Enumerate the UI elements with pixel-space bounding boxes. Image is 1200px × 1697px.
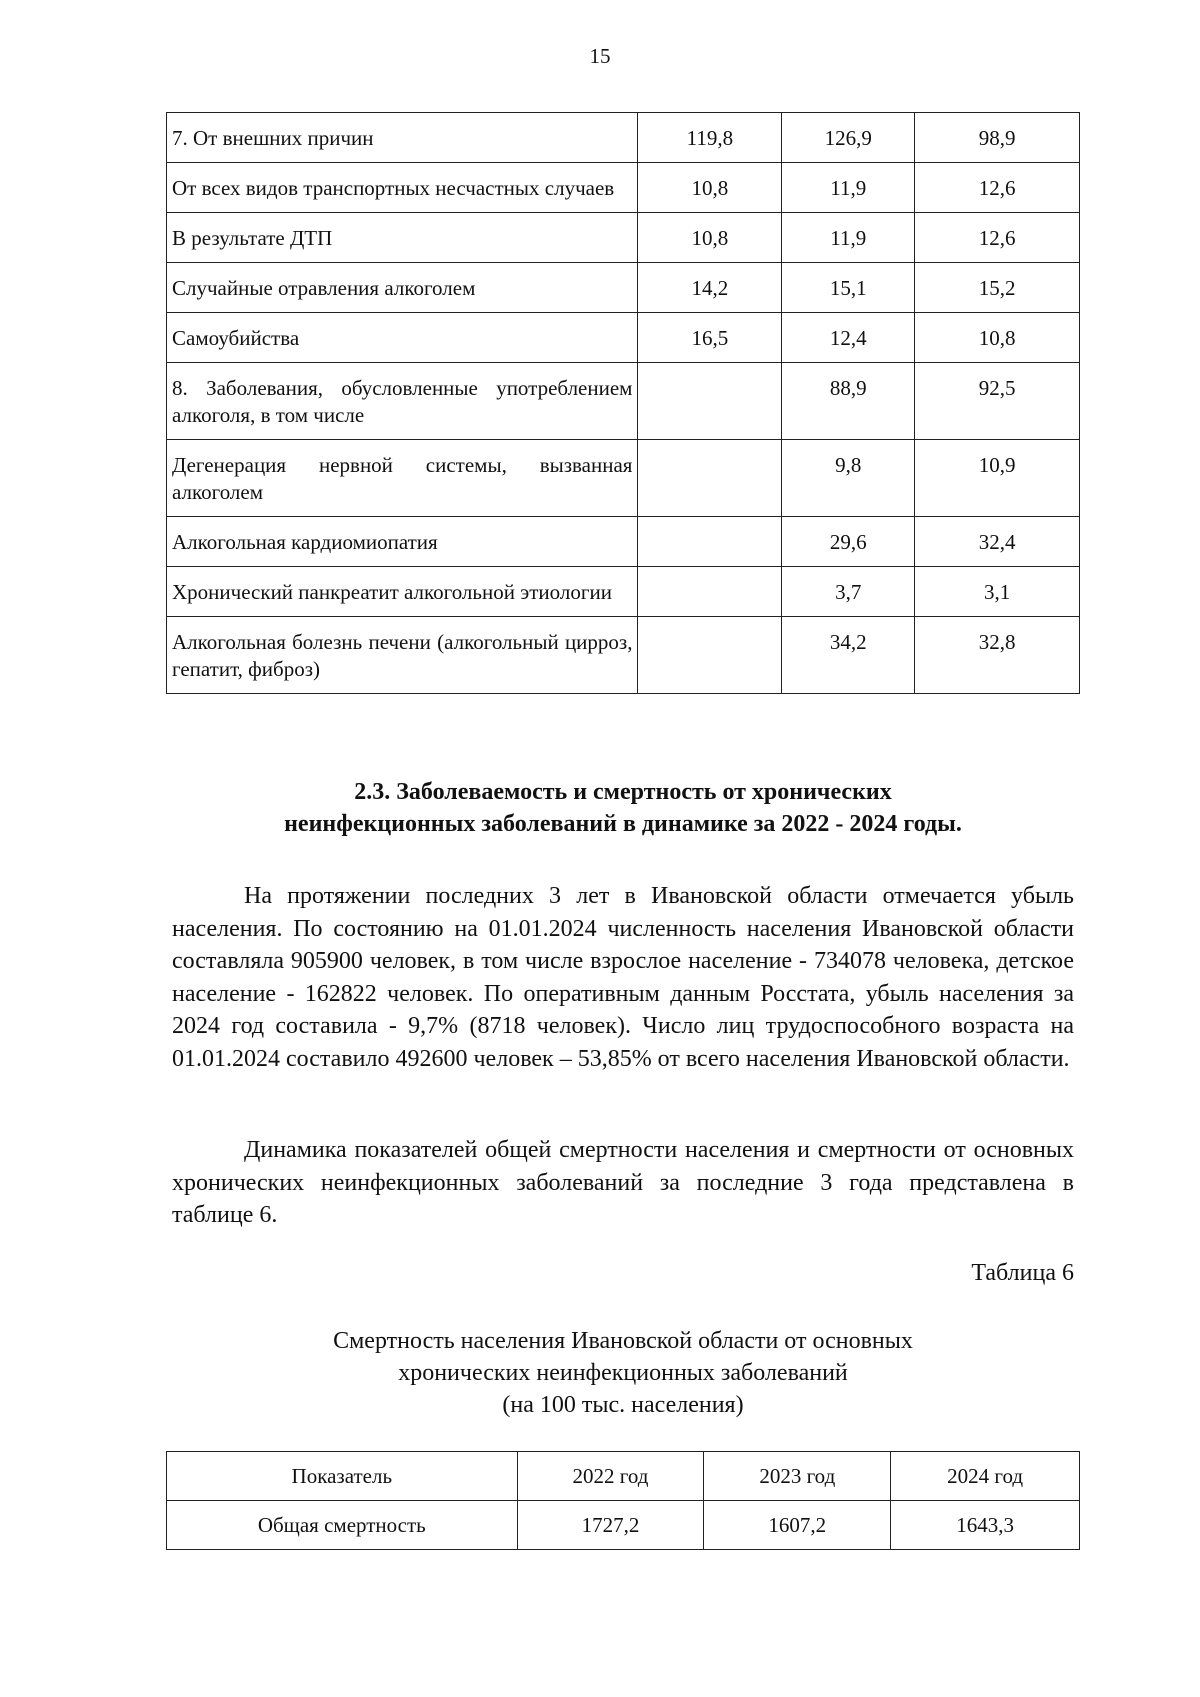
cell-2023: 34,2 — [782, 617, 915, 694]
table-caption — [166, 1325, 1080, 1421]
cell-2024: 32,4 — [915, 517, 1080, 567]
table-row — [167, 1501, 1080, 1550]
cell-2023: 11,9 — [782, 163, 915, 213]
section-heading — [166, 776, 1080, 840]
cell-2023: 9,8 — [782, 440, 915, 517]
cell-2022: 119,8 — [638, 113, 782, 163]
table-body — [167, 113, 1080, 694]
cell-2023: 1607,2 — [704, 1501, 891, 1550]
table-row — [167, 163, 1080, 213]
page-number: 15 — [589, 44, 611, 68]
section-heading-line-1: 2.3. Заболеваемость и смертность от хронических — [354, 779, 892, 805]
row-label: Алкогольная кардиомиопатия — [167, 517, 638, 567]
cell-2023: 88,9 — [782, 363, 915, 440]
row-label: Самоубийства — [167, 313, 638, 363]
table-header-row — [167, 1452, 1080, 1501]
table-row — [167, 567, 1080, 617]
cell-2022: 10,8 — [638, 213, 782, 263]
cell-2022 — [638, 567, 782, 617]
cell-2022: 16,5 — [638, 313, 782, 363]
header-indicator: Показатель — [167, 1452, 518, 1501]
cell-2023: 15,1 — [782, 263, 915, 313]
header-2024: 2024 год — [891, 1452, 1080, 1501]
cell-2022: 1727,2 — [517, 1501, 704, 1550]
table-row — [167, 213, 1080, 263]
cell-2024: 3,1 — [915, 567, 1080, 617]
cell-2022 — [638, 517, 782, 567]
cell-2022 — [638, 440, 782, 517]
row-label: 7. От внешних причин — [167, 113, 638, 163]
row-label: Дегенерация нервной системы, вызванная алкоголем — [167, 440, 638, 517]
row-label: От всех видов транспортных несчастных случаев — [167, 163, 638, 213]
cell-2024: 92,5 — [915, 363, 1080, 440]
cell-2024: 12,6 — [915, 213, 1080, 263]
row-label: Случайные отравления алкоголем — [167, 263, 638, 313]
section-heading-line-2: неинфекционных заболеваний в динамике за 2022 - 2024 годы. — [284, 811, 962, 837]
cell-2024: 10,8 — [915, 313, 1080, 363]
table-row — [167, 517, 1080, 567]
cell-2024: 10,9 — [915, 440, 1080, 517]
row-label: 8. Заболевания, обусловленные употреблением алкоголя, в том числе — [167, 363, 638, 440]
row-label: Хронический панкреатит алкогольной этиологии — [167, 567, 638, 617]
cell-2024: 15,2 — [915, 263, 1080, 313]
table-row — [167, 313, 1080, 363]
row-label: В результате ДТП — [167, 213, 638, 263]
header-2023: 2023 год — [704, 1452, 891, 1501]
cell-2023: 12,4 — [782, 313, 915, 363]
table-number-label: Таблица 6 — [971, 1260, 1074, 1286]
table-row — [167, 363, 1080, 440]
paragraph-dynamics: Динамика показателей общей смертности населения и смертности от основных хронических неинфекционных заболеваний за последние 3 года представлена в таблице 6. — [172, 1137, 1074, 1228]
row-label: Алкогольная болезнь печени (алкогольный цирроз, гепатит, фиброз) — [167, 617, 638, 694]
cell-2022 — [638, 617, 782, 694]
cell-2023: 29,6 — [782, 517, 915, 567]
table-row — [167, 113, 1080, 163]
cell-2022 — [638, 363, 782, 440]
cell-2024: 1643,3 — [891, 1501, 1080, 1550]
cell-2023: 11,9 — [782, 213, 915, 263]
header-2022: 2022 год — [517, 1452, 704, 1501]
table-6-mortality — [166, 1451, 1080, 1550]
mortality-causes-table-continued — [166, 112, 1080, 694]
table-row — [167, 263, 1080, 313]
cell-2022: 14,2 — [638, 263, 782, 313]
row-label: Общая смертность — [167, 1501, 518, 1550]
table-caption-line-3: (на 100 тыс. населения) — [502, 1392, 744, 1418]
cell-2024: 98,9 — [915, 113, 1080, 163]
paragraph-population: На протяжении последних 3 лет в Ивановской области отмечается убыль населения. По состоянию на 01.01.2024 численность населения Ивановской области составляла 905900 человек, в том числе взрослое население - 734078 человека, детское население - 162822 человек. По оперативным данным Росстата, убыль населения за 2024 год составила - 9,7% (8718 человек). Число лиц трудоспособного возраста на 01.01.2024 составило 492600 человек – 53,85% от всего населения Ивановской области. — [172, 883, 1074, 1072]
cell-2023: 3,7 — [782, 567, 915, 617]
table-row — [167, 440, 1080, 517]
table-caption-line-1: Смертность населения Ивановской области от основных — [333, 1328, 913, 1354]
cell-2024: 12,6 — [915, 163, 1080, 213]
cell-2024: 32,8 — [915, 617, 1080, 694]
table-caption-line-2: хронических неинфекционных заболеваний — [398, 1360, 848, 1386]
cell-2022: 10,8 — [638, 163, 782, 213]
cell-2023: 126,9 — [782, 113, 915, 163]
table-row — [167, 617, 1080, 694]
